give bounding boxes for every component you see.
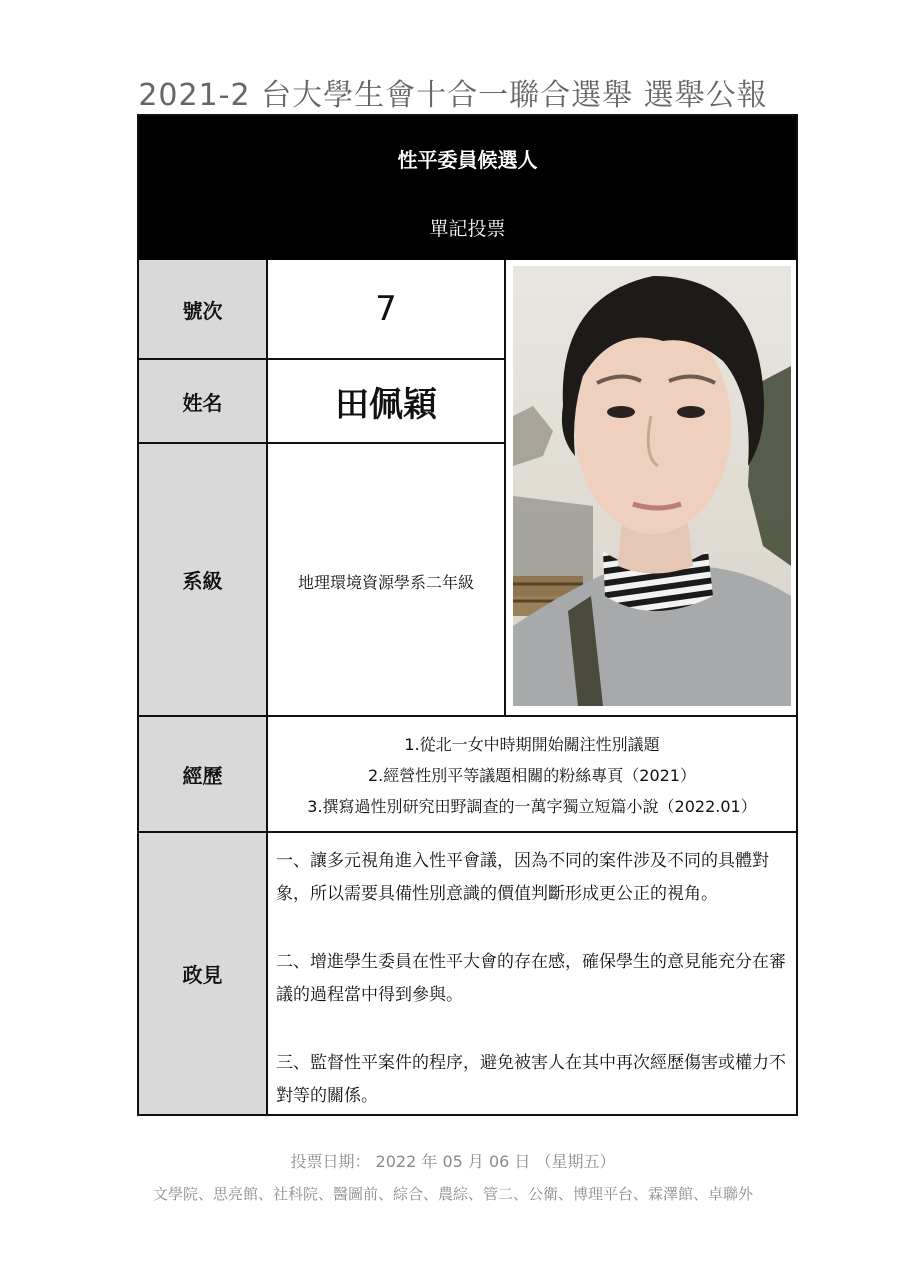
dept-label: 系級 — [139, 444, 268, 717]
policy-list — [268, 833, 796, 1114]
banner — [139, 116, 796, 260]
polling-locations: 文學院、思亮館、社科院、醫圖前、綜合、農綜、管二、公衛、博理平台、霖澤館、卓聯外 — [152, 1185, 753, 1203]
experience-list — [268, 717, 796, 833]
experience-item: 3.撰寫過性別研究田野調查的一萬字獨立短篇小說（2022.01） — [307, 797, 757, 816]
candidate-sheet — [137, 114, 798, 1116]
experience-item: 2.經營性別平等議題相關的粉絲專頁（2021） — [368, 766, 696, 785]
experience-label: 經歷 — [139, 717, 268, 833]
name-label: 姓名 — [139, 360, 268, 444]
candidate-name: 田佩穎 — [268, 360, 506, 444]
candidate-number: 7 — [268, 260, 506, 360]
candidate-photo — [513, 266, 791, 706]
page-title: 2021-2 台大學生會十合一聯合選舉 選舉公報 — [138, 78, 768, 113]
experience-item: 1.從北一女中時期開始關注性別議題 — [404, 735, 660, 754]
policy-item: 一、讓多元視角進入性平會議，因為不同的案件涉及不同的具體對象，所以需要具備性別意識的價值判斷形成更公正的視角。 — [276, 851, 769, 904]
policy-label: 政見 — [139, 833, 268, 1114]
policy-item: 三、監督性平案件的程序，避免被害人在其中再次經歷傷害或權力不對等的關係。 — [276, 1053, 786, 1106]
role-title: 性平委員候選人 — [397, 148, 538, 172]
number-label: 號次 — [139, 260, 268, 360]
policy-item: 二、增進學生委員在性平大會的存在感，確保學生的意見能充分在審議的過程當中得到參與。 — [276, 952, 786, 1005]
vote-date: 投票日期： 2022 年 05 月 06 日 （星期五） — [290, 1152, 616, 1171]
candidate-dept: 地理環境資源學系二年級 — [268, 444, 506, 717]
vote-type: 單記投票 — [429, 218, 506, 240]
